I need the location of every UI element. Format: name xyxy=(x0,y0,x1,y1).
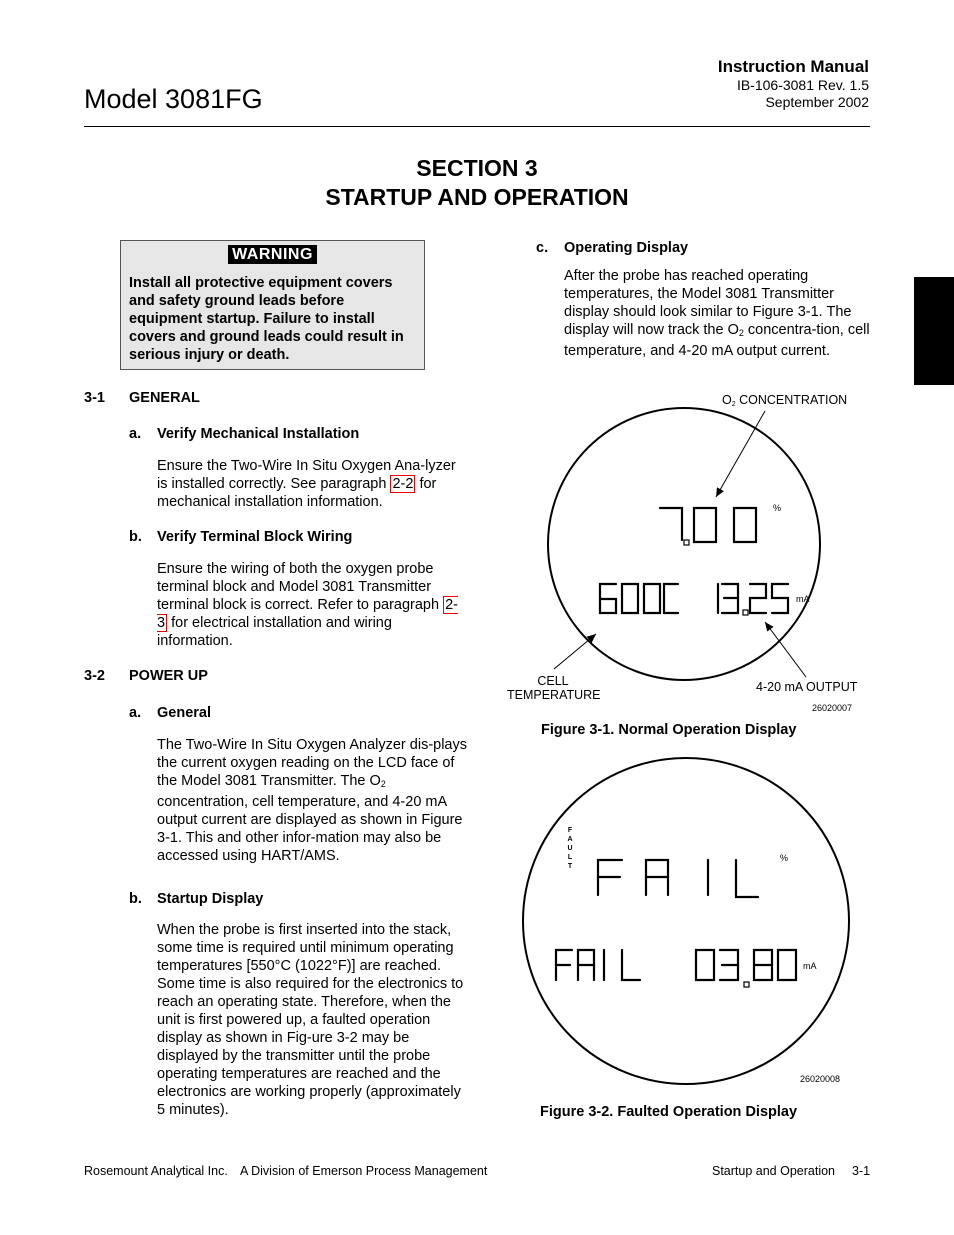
item-b-letter: b. xyxy=(129,529,142,545)
item-b-title: Startup Display xyxy=(157,891,264,907)
item-b-text: Ensure the wiring of both the oxygen probe terminal block and Model 3081 Transmitter terminal block is correct. Refer to paragraph 2-3 for electrical installation and wiring information. xyxy=(157,561,459,649)
footer-company: Rosemount Analytical Inc. xyxy=(84,1164,228,1178)
section-3-2-title: POWER UP xyxy=(129,668,208,684)
figure-code: 26020007 xyxy=(812,703,853,713)
figure-3-1-caption: Figure 3-1. Normal Operation Display xyxy=(541,722,797,738)
item-b-letter: b. xyxy=(129,891,142,907)
lcd-temp-digits-1 xyxy=(600,584,678,613)
item-a-text: Ensure the Two-Wire In Situ Oxygen Ana-lyzer is installed correctly. See paragraph 2-2 for mechanical installation information. xyxy=(157,458,456,510)
ma-unit: mA xyxy=(796,594,810,604)
decimal-point xyxy=(744,982,749,987)
item-a-letter: a. xyxy=(129,426,142,442)
ma-unit: mA xyxy=(803,961,817,971)
item-c-title: Operating Display xyxy=(564,240,689,256)
paragraph-link-2-3[interactable]: 2-3 xyxy=(157,597,459,631)
warning-label: WARNING xyxy=(228,245,317,264)
paragraph-link-2-2[interactable]: 2-2 xyxy=(392,476,414,492)
doc-date: September 2002 xyxy=(765,94,869,110)
lcd-left-digits-2 xyxy=(556,950,640,980)
item-c-letter: c. xyxy=(536,240,549,256)
fault-indicator: F A U L T xyxy=(567,827,573,870)
o2-arrow xyxy=(716,411,765,497)
lcd-ma-digits-2 xyxy=(696,950,796,980)
doc-number: IB-106-3081 Rev. 1.5 xyxy=(736,77,869,93)
section-3-1-number: 3-1 xyxy=(84,390,105,406)
item-a-title: General xyxy=(157,705,211,721)
section-number: SECTION 3 xyxy=(416,155,538,181)
lcd-ma-digits-1 xyxy=(718,584,788,613)
item-c-text: After the probe has reached operating temperatures, the Model 3081 Transmitter display should look similar to Figure 3-1. The display will now track the $O_2$ concentra-tion, cell temperature, and 4-20 mA output current. xyxy=(564,268,870,359)
percent-unit: % xyxy=(780,853,789,863)
o2-concentration-label: O2 CONCENTRATION xyxy=(722,393,848,408)
cell-temperature-label: CELL TEMPERATURE xyxy=(507,674,601,702)
output-label: 4-20 mA OUTPUT xyxy=(756,680,858,694)
lcd-face-2 xyxy=(523,758,849,1084)
page-number: 3-1 xyxy=(852,1164,871,1178)
section-3-2-number: 3-2 xyxy=(84,668,105,684)
warning-text: Install all protective equipment covers and safety ground leads before equipment startup. Failure to install covers and ground leads could result in serious injury or death. xyxy=(129,275,404,363)
decimal-point xyxy=(684,540,689,545)
cell-temp-arrow xyxy=(554,634,596,669)
item-a-text: The Two-Wire In Situ Oxygen Analyzer dis-plays the current oxygen reading on the LCD face of the Model 3081 Transmitter. The $O_2$ concentration, cell temperature, and 4-20 mA output current are displayed as shown in Figure 3-1. This and other infor-mation may also be accessed using HART/AMS. xyxy=(157,737,467,864)
percent-unit: % xyxy=(773,503,782,513)
model-title: Model 3081FG xyxy=(84,84,263,114)
lcd-main-digits-2 xyxy=(598,860,758,897)
item-a-title: Verify Mechanical Installation xyxy=(157,426,360,442)
footer-division: A Division of Emerson Process Management xyxy=(240,1164,488,1178)
item-b-text: When the probe is first inserted into the stack, some time is required until minimum operating temperatures [550°C (1022°F)] are reached. Some time is also required for the electronics to reach an operating state. Therefore, when the unit is first powered up, a faulted operation display as shown in Fig-ure 3-2 may be displayed by the transmitter until the probe operating temperatures are reached and the electronics are working properly (approximately 5 minutes). xyxy=(157,922,464,1118)
manual-title: Instruction Manual xyxy=(717,57,869,76)
footer-section: Startup and Operation xyxy=(712,1164,835,1178)
item-b-title: Verify Terminal Block Wiring xyxy=(157,529,353,545)
figure-code: 26020008 xyxy=(800,1074,841,1084)
item-a-letter: a. xyxy=(129,705,142,721)
figure-3-2-caption: Figure 3-2. Faulted Operation Display xyxy=(540,1104,798,1120)
section-3-1-title: GENERAL xyxy=(129,390,200,406)
section-name: STARTUP AND OPERATION xyxy=(325,184,629,210)
lcd-main-digits-1 xyxy=(660,508,756,542)
decimal-point xyxy=(743,610,748,615)
